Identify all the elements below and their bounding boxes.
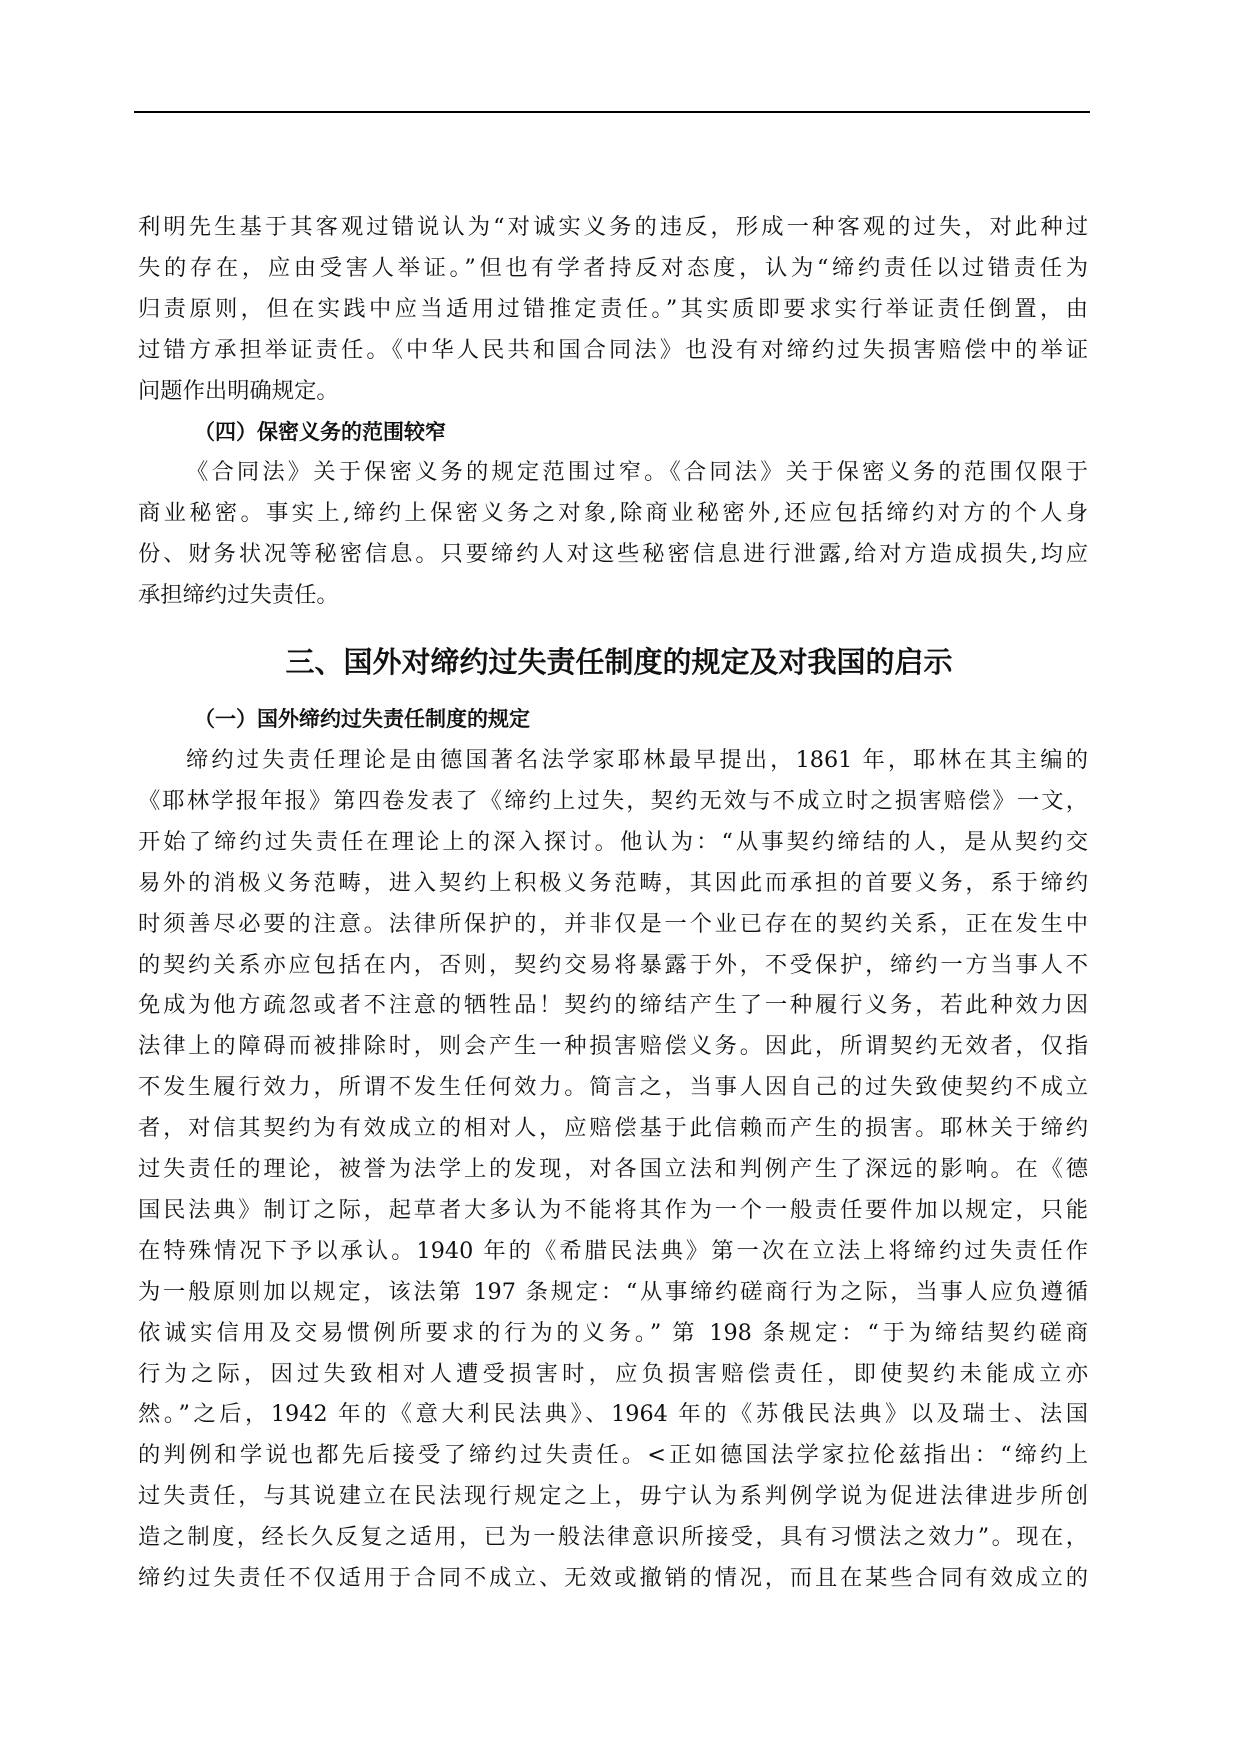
text-line: 然。”之后，1942 年的《意大利民法典》、1964 年的《苏俄民法典》以及瑞士、法国 — [138, 1401, 1088, 1428]
text-line: 在特殊情况下予以承认。1940 年的《希腊民法典》第一次在立法上将缔约过失责任作 — [138, 1237, 1088, 1264]
page-content — [138, 207, 1088, 1599]
text-line: 造之制度，经长久反复之适用，已为一般法律意识所接受，具有习惯法之效力”。现在， — [138, 1524, 1088, 1551]
text-line: 缔约过失责任理论是由德国著名法学家耶林最早提出，1861 年，耶林在其主编的 — [186, 746, 1088, 773]
text-line: 过失责任的理论，被誉为法学上的发现，对各国立法和判例产生了深远的影响。在《德 — [138, 1156, 1088, 1183]
text-line: 《合同法》关于保密义务的规定范围过窄。《合同法》关于保密义务的范围仅限于 — [186, 459, 1088, 486]
text-line: 利明先生基于其客观过错说认为“对诚实义务的违反，形成一种客观的过失，对此种过 — [138, 214, 1088, 240]
text-line: 《耶林学报年报》第四卷发表了《缔约上过失，契约无效与不成立时之损害赔偿》一文， — [138, 787, 1088, 814]
text-line: 问题作出明确规定。 — [138, 377, 339, 404]
paragraph-confidentiality — [138, 452, 1088, 616]
section-title: 三、国外对缔约过失责任制度的规定及对我国的启示 — [285, 645, 953, 680]
text-line: 开始了缔约过失责任在理论上的深入探讨。他认为：“从事契约缔结的人，是从契约交 — [138, 828, 1088, 855]
text-line: 行为之际，因过失致相对人遭受损害时，应负损害赔偿责任，即使契约未能成立亦 — [138, 1360, 1088, 1387]
text-line: 时须善尽必要的注意。法律所保护的，并非仅是一个业已存在的契约关系，正在发生中 — [138, 910, 1088, 937]
text-line: 的判例和学说也都先后接受了缔约过失责任。<正如德国法学家拉伦兹指出：“缔约上 — [138, 1442, 1088, 1469]
paragraph-burden-of-proof — [138, 207, 1088, 412]
text-line: 过失责任，与其说建立在民法现行规定之上，毋宁认为系判例学说为促进法律进步所创 — [138, 1483, 1088, 1510]
text-line: 商业秘密。事实上,缔约上保密义务之对象,除商业秘密外,还应包括缔约对方的个人身 — [138, 500, 1088, 527]
text-line: 不发生履行效力，所谓不发生任何效力。简言之，当事人因自己的过失致使契约不成立 — [138, 1074, 1088, 1101]
text-line: 归责原则，但在实践中应当适用过错推定责任。”其实质即要求实行举证责任倒置，由 — [138, 295, 1088, 322]
subheading-foreign-rules: （一）国外缔约过失责任制度的规定 — [194, 707, 530, 732]
text-line: 免成为他方疏忽或者不注意的牺牲品！契约的缔结产生了一种履行义务，若此种效力因 — [138, 992, 1088, 1019]
paragraph-jhering-theory — [138, 740, 1088, 1599]
text-line: 份、财务状况等秘密信息。只要缔约人对这些秘密信息进行泄露,给对方造成损失,均应 — [138, 541, 1088, 568]
text-line: 承担缔约过失责任。 — [138, 582, 339, 609]
text-line: 法律上的障碍而被排除时，则会产生一种损害赔偿义务。因此，所谓契约无效者，仅指 — [138, 1033, 1088, 1060]
text-line: 过错方承担举证责任。《中华人民共和国合同法》也没有对缔约过失损害赔偿中的举证 — [138, 336, 1088, 363]
subheading-confidentiality: （四）保密义务的范围较窄 — [194, 419, 446, 444]
text-line: 为一般原则加以规定，该法第 197 条规定：“从事缔约磋商行为之际，当事人应负遵循 — [138, 1278, 1088, 1305]
text-line: 国民法典》制订之际，起草者大多认为不能将其作为一个一般责任要件加以规定，只能 — [138, 1196, 1088, 1223]
text-line: 的契约关系亦应包括在内，否则，契约交易将暴露于外，不受保护，缔约一方当事人不 — [138, 951, 1088, 978]
header-rule — [134, 111, 1090, 113]
text-line: 者，对信其契约为有效成立的相对人，应赔偿基于此信赖而产生的损害。耶林关于缔约 — [138, 1115, 1088, 1142]
text-line: 失的存在，应由受害人举证。”但也有学者持反对态度，认为“缔约责任以过错责任为 — [138, 254, 1088, 281]
text-line: 易外的消极义务范畴，进入契约上积极义务范畴，其因此而承担的首要义务，系于缔约 — [138, 869, 1088, 896]
text-line: 依诚实信用及交易惯例所要求的行为的义务。” 第 198 条规定：“于为缔结契约磋商 — [138, 1319, 1088, 1346]
text-line: 缔约过失责任不仅适用于合同不成立、无效或撤销的情况，而且在某些合同有效成立的 — [138, 1565, 1088, 1592]
